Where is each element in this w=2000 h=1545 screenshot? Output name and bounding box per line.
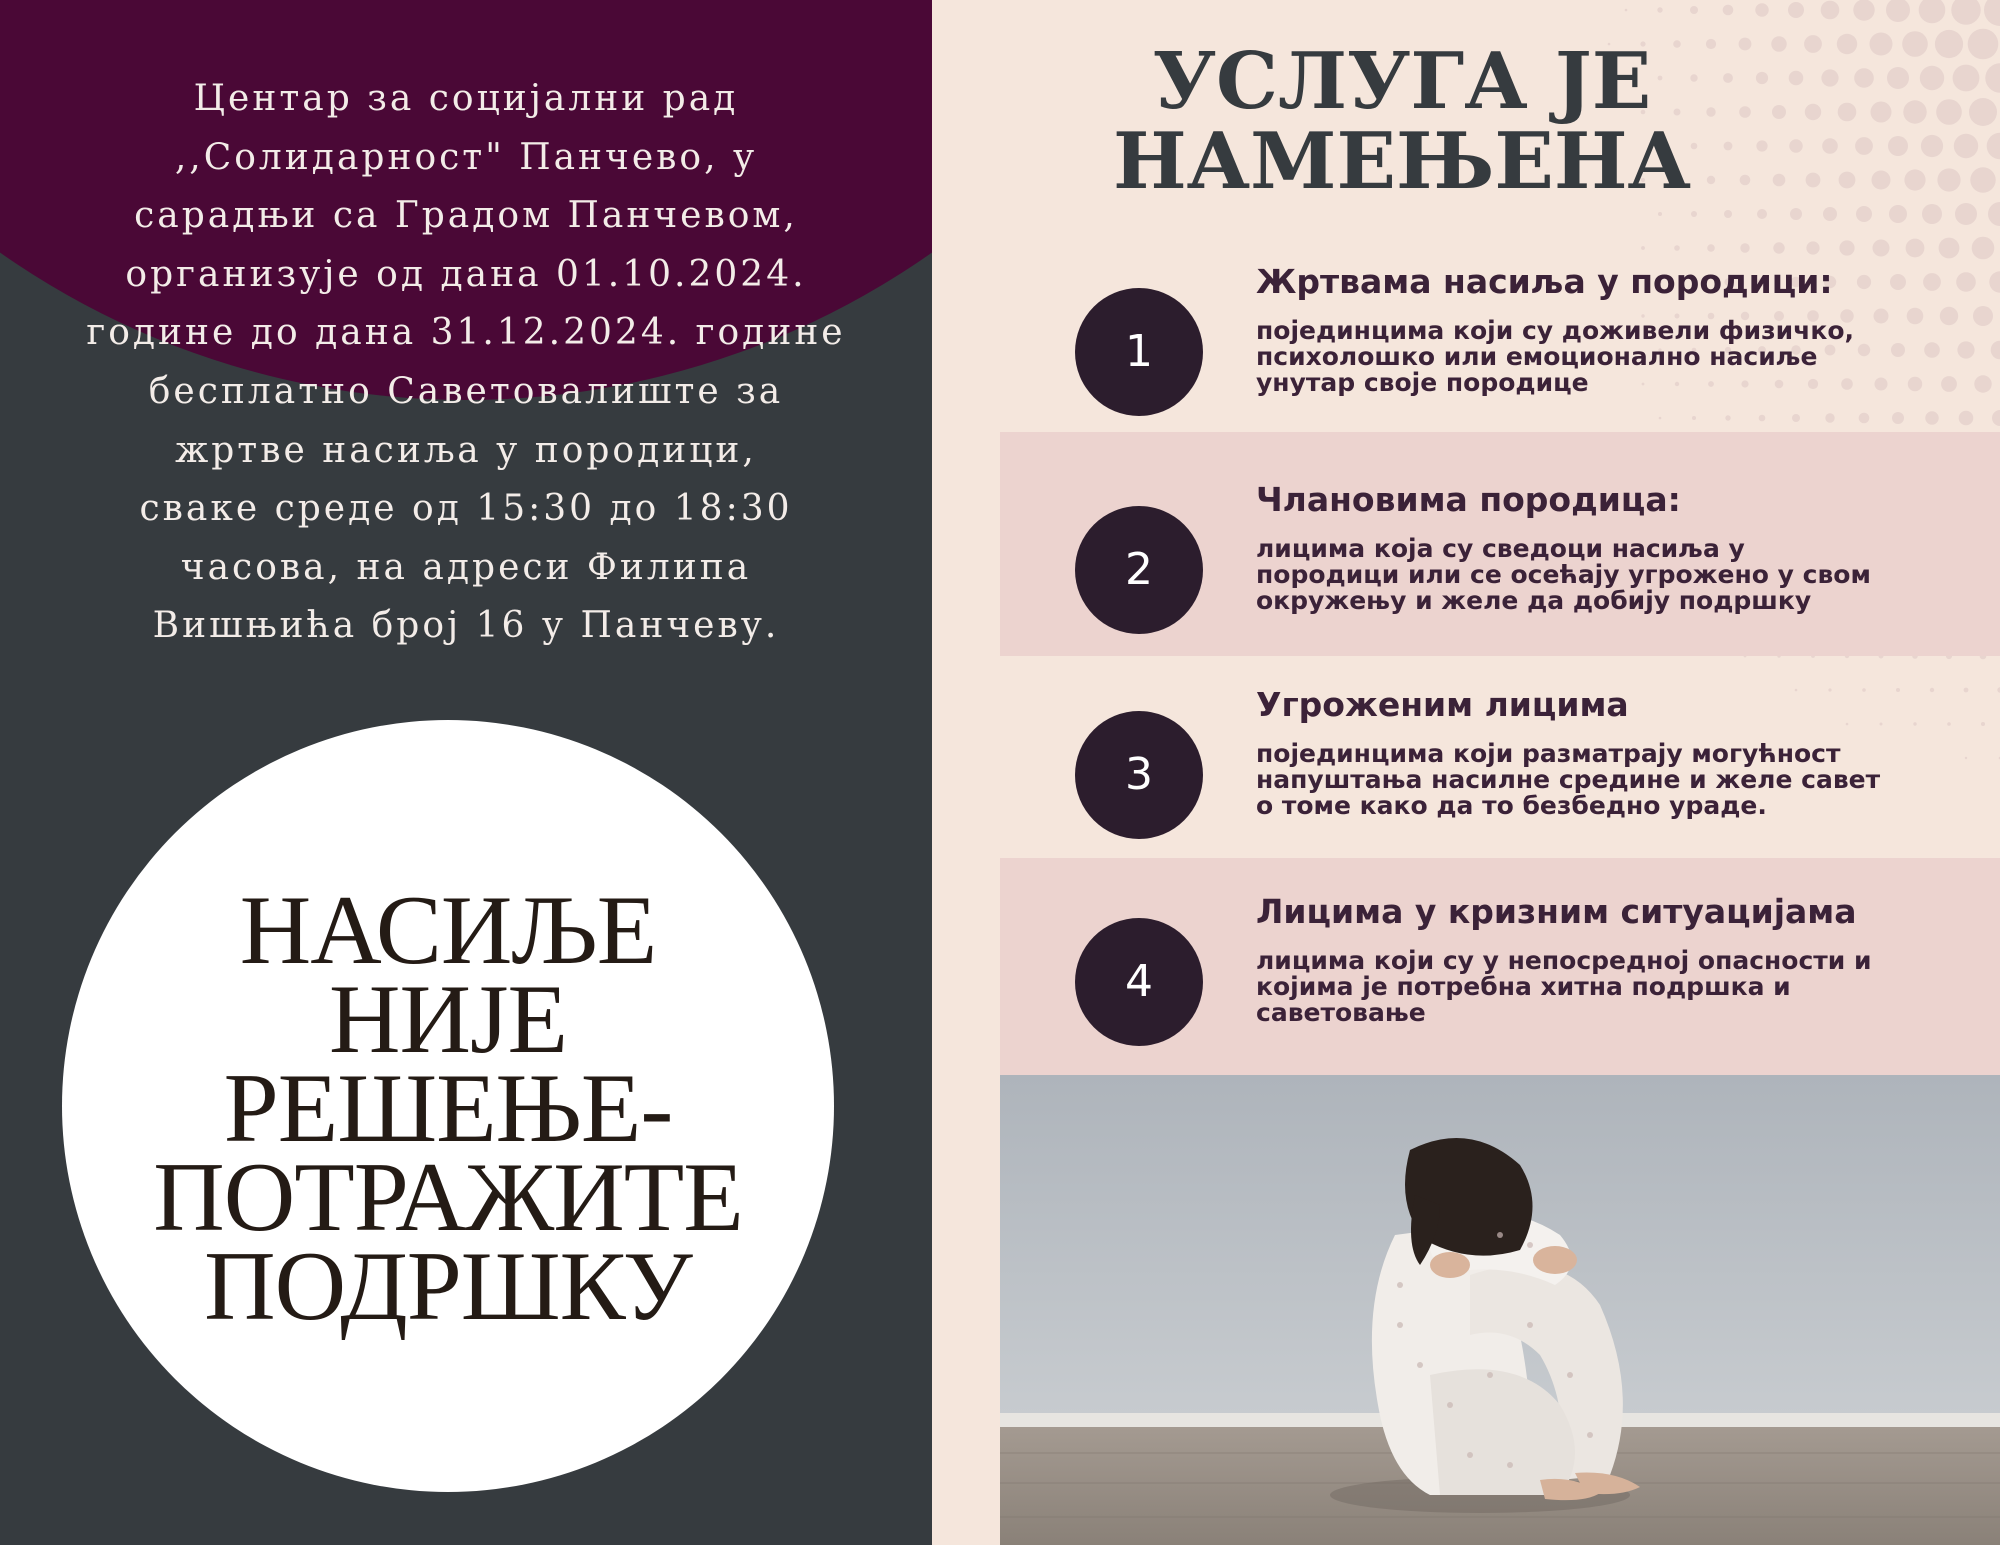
halftone-dot bbox=[1771, 36, 1786, 51]
halftone-dot bbox=[1854, 68, 1874, 88]
halftone-dot bbox=[1707, 244, 1715, 252]
halftone-dot bbox=[1951, 0, 1980, 25]
halftone-dot bbox=[1839, 240, 1854, 255]
halftone-dot bbox=[1756, 72, 1768, 84]
halftone-dot bbox=[1789, 71, 1804, 86]
halftone-dot bbox=[1821, 1, 1840, 20]
halftone-dot bbox=[1625, 9, 1628, 12]
halftone-dot bbox=[1739, 38, 1752, 51]
halftone-dot bbox=[1691, 211, 1697, 217]
halftone-dot bbox=[1641, 246, 1645, 250]
number-badge: 3 bbox=[1075, 711, 1203, 839]
halftone-dot bbox=[1985, 63, 2000, 92]
halftone-dot bbox=[1805, 104, 1821, 120]
halftone-dot bbox=[1921, 135, 1943, 157]
slogan-text: НАСИЉЕ НИЈЕ РЕШЕЊЕ- ПОТРАЖИТЕ ПОДРШКУ bbox=[153, 876, 743, 1341]
item-description: лицима која су сведоци насиља у породици или се осећају угрожено у свом окружењу и желе да добију подршку bbox=[1256, 534, 1871, 615]
section-heading: УСЛУГА ЈЕ НАМЕЊЕНА bbox=[1112, 36, 1692, 207]
halftone-dot bbox=[1821, 69, 1838, 86]
halftone-dot bbox=[1724, 142, 1733, 151]
item-title: Угроженим лицима bbox=[1256, 685, 1629, 724]
halftone-dot bbox=[1804, 35, 1822, 53]
left-panel bbox=[0, 0, 932, 1545]
halftone-dot bbox=[1889, 205, 1907, 223]
halftone-dot bbox=[1838, 103, 1857, 122]
halftone-dot bbox=[1920, 66, 1944, 90]
list-item bbox=[932, 890, 2000, 1050]
halftone-dot bbox=[1856, 206, 1872, 222]
number-badge: 4 bbox=[1075, 918, 1203, 1046]
halftone-dot bbox=[1740, 175, 1751, 186]
halftone-dot bbox=[1788, 2, 1804, 18]
halftone-dot bbox=[1806, 241, 1819, 254]
halftone-dot bbox=[1987, 133, 2000, 160]
halftone-dot bbox=[1873, 240, 1890, 257]
photo-illustration bbox=[1000, 1075, 2000, 1545]
halftone-dot bbox=[1935, 30, 1963, 58]
halftone-dot bbox=[1789, 139, 1802, 152]
number-badge: 2 bbox=[1075, 506, 1203, 634]
halftone-dot bbox=[1906, 239, 1925, 258]
halftone-dot bbox=[1773, 242, 1784, 253]
halftone-dot bbox=[1837, 34, 1857, 54]
item-description: појединцима који разматрају могућност напуштања насилне средине и желе савет о томе како да то безбедно ураде. bbox=[1256, 739, 1881, 820]
halftone-dot bbox=[1954, 134, 1978, 158]
halftone-dot bbox=[1936, 99, 1962, 125]
halftone-dot bbox=[1870, 33, 1893, 56]
item-description: лицима који су у непосредној опасности и којима је потребна хитна подршка и саветовање bbox=[1256, 946, 1872, 1027]
intro-text: Центар за социјални рад ,,Солидарност" Панчево, у сарадњи са Градом Панчевом, организује од дана 01.10.2024. године до дана 31.12.2024. године бесплатно Саветовалиште за жртве насиља у породици, сваке среде од 15:30 до 18:30 часова, на адреси Филипа Вишњића број 16 у Панчеву. bbox=[86, 78, 846, 647]
right-panel bbox=[932, 0, 2000, 1545]
halftone-dot bbox=[1790, 208, 1802, 220]
halftone-dot bbox=[1955, 203, 1977, 225]
halftone-dot bbox=[1773, 174, 1786, 187]
halftone-dot bbox=[1937, 168, 1960, 191]
halftone-dot bbox=[1690, 6, 1698, 14]
halftone-dot bbox=[1939, 238, 1960, 259]
halftone-dot bbox=[1902, 31, 1928, 57]
item-description: појединцима који су доживели физичко, психолошко или емоционално насиље унутар своје породице bbox=[1256, 316, 1854, 397]
halftone-dot bbox=[1872, 171, 1891, 190]
halftone-dot bbox=[1755, 3, 1768, 16]
halftone-dot bbox=[1887, 67, 1909, 89]
halftone-dot bbox=[1855, 137, 1873, 155]
halftone-dot bbox=[1886, 0, 1910, 22]
number-badge: 1 bbox=[1075, 288, 1203, 416]
halftone-dot bbox=[1922, 204, 1942, 224]
item-title: Члановима породица: bbox=[1256, 480, 1681, 519]
halftone-dot bbox=[1972, 237, 1995, 260]
halftone-dot bbox=[1723, 5, 1734, 16]
list-item bbox=[932, 478, 2000, 638]
halftone-dot bbox=[1823, 207, 1837, 221]
halftone-dot bbox=[1822, 138, 1838, 154]
halftone-dot bbox=[1888, 136, 1908, 156]
halftone-dot bbox=[1970, 167, 1995, 192]
halftone-dot bbox=[1740, 243, 1749, 252]
halftone-dot bbox=[1984, 0, 2000, 26]
halftone-dot bbox=[1806, 173, 1821, 188]
halftone-dot bbox=[1757, 209, 1767, 219]
photo-woman-sitting bbox=[1000, 1075, 2000, 1545]
halftone-dot bbox=[1772, 105, 1786, 119]
list-item bbox=[932, 683, 2000, 843]
halftone-dot bbox=[1657, 7, 1662, 12]
item-title: Жртвама насиља у породици: bbox=[1256, 262, 1833, 301]
halftone-dot bbox=[1839, 172, 1856, 189]
halftone-dot bbox=[1674, 245, 1680, 251]
halftone-dot bbox=[1756, 140, 1767, 151]
halftone-dot bbox=[1953, 65, 1980, 92]
item-title: Лицима у кризним ситуацијама bbox=[1256, 892, 1857, 931]
halftone-dot bbox=[1871, 102, 1892, 123]
halftone-dot bbox=[1658, 212, 1662, 216]
halftone-dot bbox=[1724, 210, 1732, 218]
halftone-dot bbox=[1968, 29, 1999, 60]
halftone-dot bbox=[1739, 106, 1751, 118]
halftone-dot bbox=[1903, 100, 1926, 123]
halftone-dot bbox=[1904, 169, 1925, 190]
halftone-dot bbox=[1919, 0, 1946, 23]
halftone-dot bbox=[1969, 98, 1997, 126]
halftone-dot bbox=[1723, 73, 1733, 83]
list-item bbox=[932, 260, 2000, 420]
halftone-dot bbox=[1988, 202, 2000, 226]
halftone-dot bbox=[1853, 0, 1874, 21]
